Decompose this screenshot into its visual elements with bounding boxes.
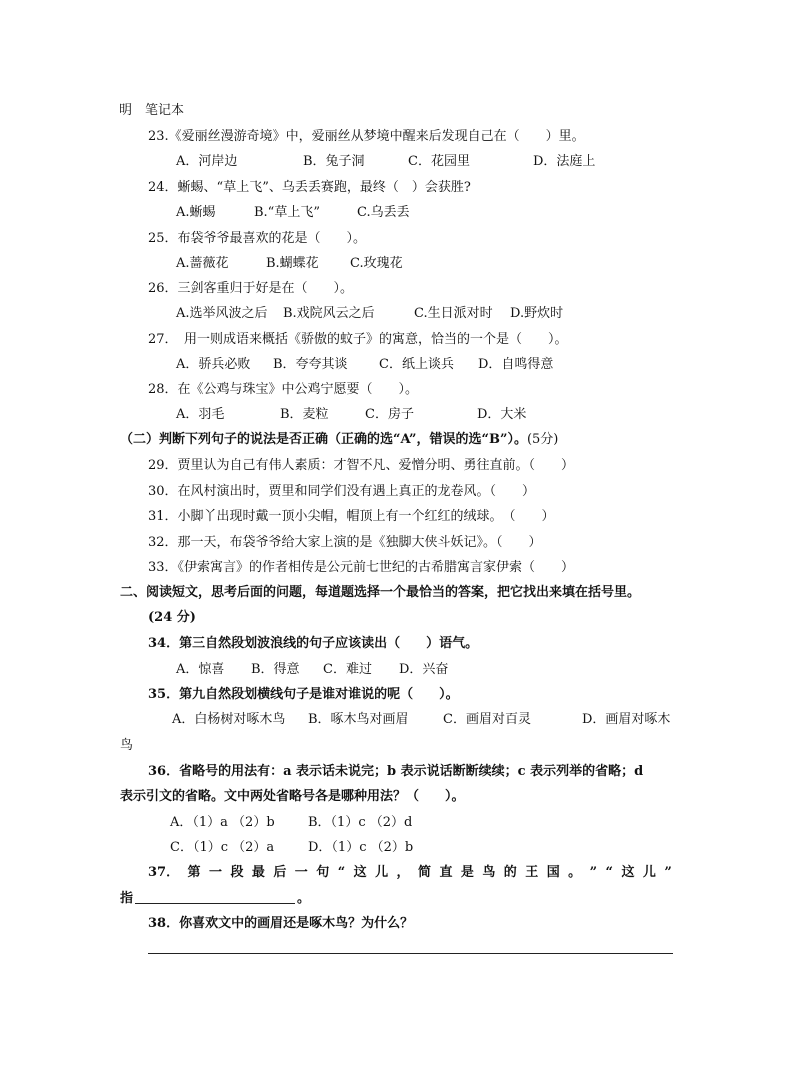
option-c: C.乌丢丢 xyxy=(357,205,410,220)
q37-part: 鸟 xyxy=(482,865,496,880)
q37-part: 是 xyxy=(460,865,474,880)
question-34: 34．第三自然段划波浪线的句子应该读出（ ）语气。 xyxy=(148,636,479,651)
q37-part: 直 xyxy=(439,865,453,880)
judge-item: 30．在风村演出时，贾里和同学们没有遇上真正的龙卷风。（ ） xyxy=(148,484,536,499)
option-b: B．兔子洞 xyxy=(303,154,365,169)
q37-part: 儿 xyxy=(375,865,389,880)
option-b: B．得意 xyxy=(251,662,300,677)
answer-blank[interactable] xyxy=(135,903,295,904)
option-c: C．纸上谈兵 xyxy=(379,357,454,372)
q37-part: 国 xyxy=(546,865,560,880)
q37-part: ” xyxy=(664,865,672,880)
question-35: 35．第九自然段划横线句子是谁对谁说的呢（ ）。 xyxy=(148,687,459,702)
option-c: C．花园里 xyxy=(408,154,470,169)
q37-part: 儿 xyxy=(642,865,656,880)
judge-item: 31．小脚丫出现时戴一顶小尖帽，帽顶上有一个红红的绒球。 （ ） xyxy=(148,509,555,524)
judge-item: 32．那一天，布袋爷爷给大家上演的是《独脚大侠斗妖记》。（ ） xyxy=(148,535,542,550)
question-36-line1: 36．省略号的用法有：a 表示话未说完；b 表示说话断断续续；c 表示列举的省略；d xyxy=(148,764,644,779)
question-24: 24．蜥蜴、“草上飞”、乌丢丢赛跑，最终（ ）会获胜? xyxy=(148,180,471,195)
option-d: D．画眉对啄木 xyxy=(582,712,671,727)
option-a: A．羽毛 xyxy=(176,407,225,422)
option-c: C．难过 xyxy=(323,662,372,677)
option-c: C．房子 xyxy=(365,407,414,422)
q37-part: 的 xyxy=(503,865,517,880)
q37-part: 这 xyxy=(353,865,367,880)
judge-item: 33．《伊索寓言》的作者相传是公元前七世纪的古希腊寓言家伊索（ ） xyxy=(148,560,575,575)
q37-part: 最 xyxy=(251,865,265,880)
option-b: B．夸夸其谈 xyxy=(273,357,348,372)
option-b: B．麦粒 xyxy=(280,407,329,422)
q37-part: 简 xyxy=(417,865,431,880)
q37-part: “ xyxy=(605,865,614,880)
section-reading-score: (24 分) xyxy=(148,610,196,625)
option-d: D．大米 xyxy=(477,407,527,422)
q37-part: 。 xyxy=(568,865,582,880)
section-judge-score: (5分) xyxy=(526,432,559,447)
option-c: C．（1）c （2）a xyxy=(170,840,275,855)
option-b: B.蝴蝶花 xyxy=(266,256,319,271)
question-37 xyxy=(148,864,672,882)
q37-part: 37． xyxy=(148,865,180,880)
q37-part: 这 xyxy=(621,865,635,880)
option-a: A.蜥蜴 xyxy=(176,205,216,220)
option-d: D．自鸣得意 xyxy=(478,357,554,372)
q37-part: 王 xyxy=(525,865,539,880)
question-28: 28．在《公鸡与珠宝》中公鸡宁愿要（ ）。 xyxy=(148,382,419,397)
question-35-wrap: 鸟 xyxy=(120,738,134,753)
answer-line[interactable] xyxy=(148,953,673,954)
judge-item: 29．贾里认为自己有伟人素质：才智不凡、爱憎分明、勇往直前。（ ） xyxy=(148,458,575,473)
q37-part: 句 xyxy=(316,865,330,880)
q37-part: ， xyxy=(396,865,410,880)
q37-part: 一 xyxy=(294,865,308,880)
option-a: A．河岸边 xyxy=(176,154,238,169)
q37-part: “ xyxy=(337,865,346,880)
option-a: A.选举风波之后 xyxy=(176,306,268,321)
option-a: A．骄兵必败 xyxy=(176,357,251,372)
question-37-line2-suffix: 。 xyxy=(297,891,311,906)
q37-part: ” xyxy=(589,865,598,880)
option-a: A.蔷薇花 xyxy=(176,256,229,271)
question-25: 25．布袋爷爷最喜欢的花是（ ）。 xyxy=(148,231,367,246)
question-27: 27． 用一则成语来概括《骄傲的蚊子》的寓意，恰当的一个是（ ）。 xyxy=(148,332,568,347)
option-c: C.生日派对时 xyxy=(414,306,493,321)
question-37-line2-prefix: 指 xyxy=(120,891,134,906)
option-b: B.戏院风云之后 xyxy=(283,306,375,321)
question-26: 26．三剑客重归于好是在（ ）。 xyxy=(148,281,354,296)
q37-part: 段 xyxy=(230,865,244,880)
question-36-line2: 表示引文的省略。文中两处省略号各是哪种用法？（ ）。 xyxy=(120,789,465,804)
q37-part: 一 xyxy=(208,865,222,880)
option-d: D．（1）c （2）b xyxy=(308,840,414,855)
option-a: A．白杨树对啄木鸟 xyxy=(172,712,286,727)
option-d: D．法庭上 xyxy=(533,154,596,169)
option-c: C.玫瑰花 xyxy=(350,256,403,271)
question-38: 38．你喜欢文中的画眉还是啄木鸟？为什么？ xyxy=(148,916,414,931)
option-b: B.“草上飞” xyxy=(254,205,320,220)
option-b: B．啄木鸟对画眉 xyxy=(308,712,409,727)
option-b: B．（1）c （2）d xyxy=(308,815,413,830)
section-reading-title: 二、阅读短文，思考后面的问题，每道题选择一个最恰当的答案，把它找出来填在括号里。 xyxy=(120,585,641,600)
option-a: A．惊喜 xyxy=(176,662,225,677)
q37-part: 后 xyxy=(273,865,287,880)
section-judge-title: （二）判断下列句子的说法是否正确（正确的选“A”，错误的选“B”）。 xyxy=(120,432,527,447)
option-a: A．（1）a （2）b xyxy=(170,815,275,830)
question-23: 23.《爱丽丝漫游奇境》中，爱丽丝从梦境中醒来后发现自己在（ ）里。 xyxy=(148,129,585,144)
q37-part: 第 xyxy=(187,865,201,880)
option-d: D.野炊时 xyxy=(510,306,564,321)
page-header: 明 笔记本 xyxy=(119,103,185,118)
option-d: D．兴奋 xyxy=(399,662,449,677)
option-c: C．画眉对百灵 xyxy=(443,712,531,727)
section-judge-heading xyxy=(120,431,558,449)
